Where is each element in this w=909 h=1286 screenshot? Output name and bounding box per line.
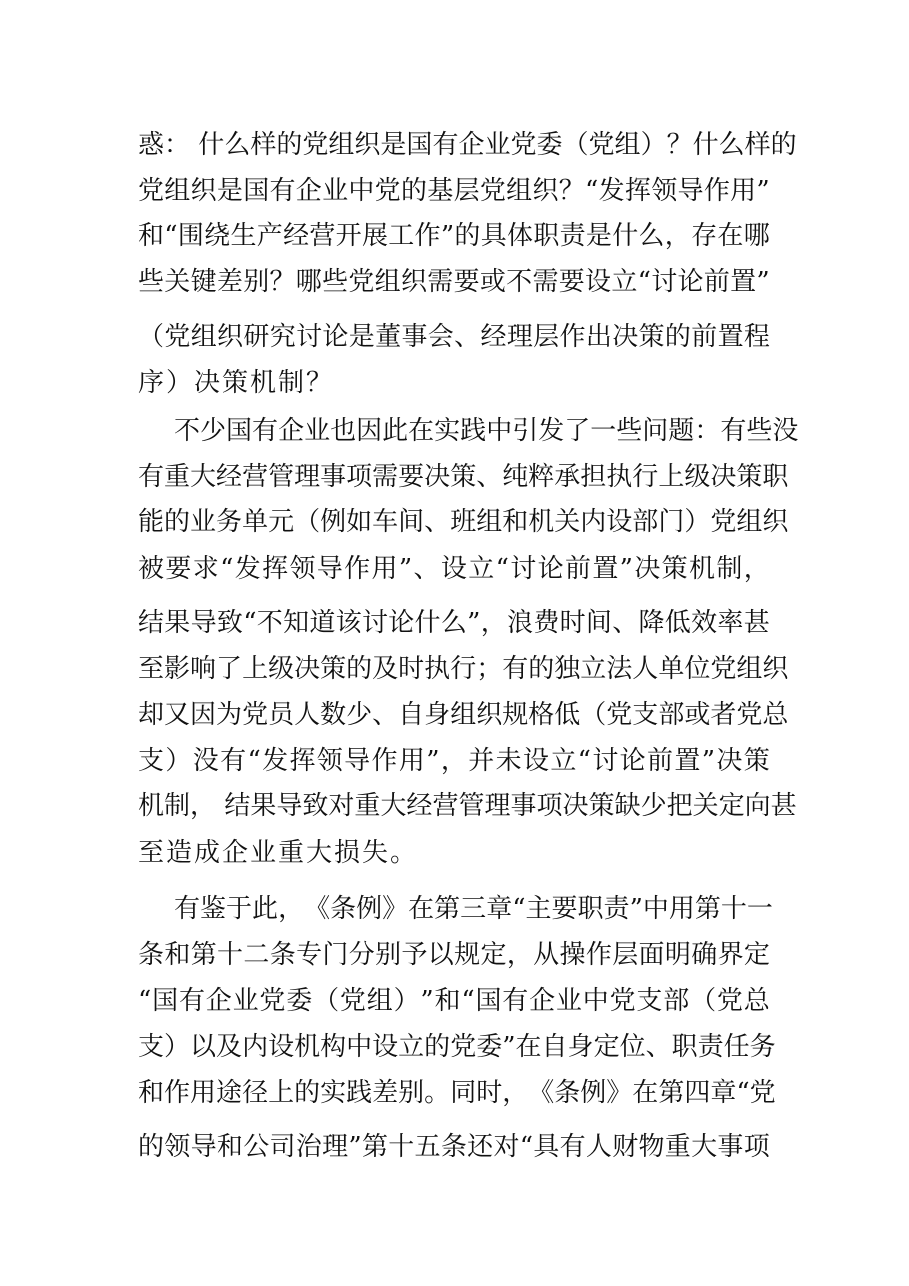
text-line: 至 影 响 了 上 级 决 策 的 及 时 执 行 ； 有 的 独 立 法 人 单 位 党 组 织	[138, 654, 789, 684]
text-line: 些 关 键 差 别 ？ 哪 些 党 组 织 需 要 或 不 需 要 设 立 “ 讨 论 前 置 ”	[138, 267, 770, 297]
text-line: 被 要 求 “ 发 挥 领 导 作 用 ” 、 设 立 “ 讨 论 前 置 ” 决 策 机 制 ，	[138, 554, 770, 584]
text-line: 和 作 用 途 径 上 的 实 践 差 别 。 同 时 ， 《 条 例 》 在 第 四 章 “ 党	[138, 1078, 776, 1108]
text-line: （ 党 组 织 研 究 讨 论 是 董 事 会 、 经 理 层 作 出 决 策 的 前 置 程	[138, 322, 770, 352]
text-line: 支 ） 以 及 内 设 机 构 中 设 立 的 党 委 ” 在 自 身 定 位 、 职 责 任 务	[138, 1032, 776, 1062]
text-line: 序）决策机制？	[138, 368, 335, 398]
text-line: 机 制 ， 结 果 导 致 对 重 大 经 营 管 理 事 项 决 策 缺 少 把 关 定 向 甚	[138, 791, 797, 821]
text-line: 不 少 国 有 企 业 也 因 此 在 实 践 中 引 发 了 一 些 问 题 ： 有 些 没	[174, 416, 799, 446]
text-line: 有 重 大 经 营 管 理 事 项 需 要 决 策 、 纯 粹 承 担 执 行 上 级 决 策 职	[138, 462, 789, 492]
text-line: 条 和 第 十 二 条 专 门 分 别 予 以 规 定 ， 从 操 作 层 面 明 确 界 定	[138, 940, 770, 970]
text-line: 和 “ 围 绕 生 产 经 营 开 展 工 作 ” 的 具 体 职 责 是 什 么 ， 存 在 哪	[138, 221, 770, 251]
text-line: 却 又 因 为 党 员 人 数 少 、 自 身 组 织 规 格 低 （ 党 支 部 或 者 党 总	[138, 700, 789, 730]
text-line: 支 ） 没 有 “ 发 挥 领 导 作 用 ” ， 并 未 设 立 “ 讨 论 前 置 ” 决 策	[138, 746, 770, 776]
text-line: 惑 ： 什 么 样 的 党 组 织 是 国 有 企 业 党 委 （ 党 组 ） ？ 什 么 样 的	[138, 130, 797, 160]
text-line: 的 领 导 和 公 司 治 理 ” 第 十 五 条 还 对 “ 具 有 人 财 物 重 大 事 项	[138, 1132, 770, 1162]
text-line: 有 鉴 于 此 ， 《 条 例 》 在 第 三 章 “ 主 要 职 责 ” 中 用 第 十 一	[174, 894, 773, 924]
text-line: 至造成企业重大损失。	[138, 838, 419, 868]
text-line: 结 果 导 致 “ 不 知 道 该 讨 论 什 么 ” ， 浪 费 时 间 、 降 低 效 率 甚	[138, 608, 770, 638]
text-line: “ 国 有 企 业 党 委 （ 党 组 ） ” 和 “ 国 有 企 业 中 党 支 部 （ 党 总	[138, 986, 770, 1016]
text-line: 能 的 业 务 单 元 （ 例 如 车 间 、 班 组 和 机 关 内 设 部 门 ） 党 组 织	[138, 507, 789, 537]
text-line: 党 组 织 是 国 有 企 业 中 党 的 基 层 党 组 织 ？ “ 发 挥 领 导 作 用 ”	[138, 176, 770, 206]
